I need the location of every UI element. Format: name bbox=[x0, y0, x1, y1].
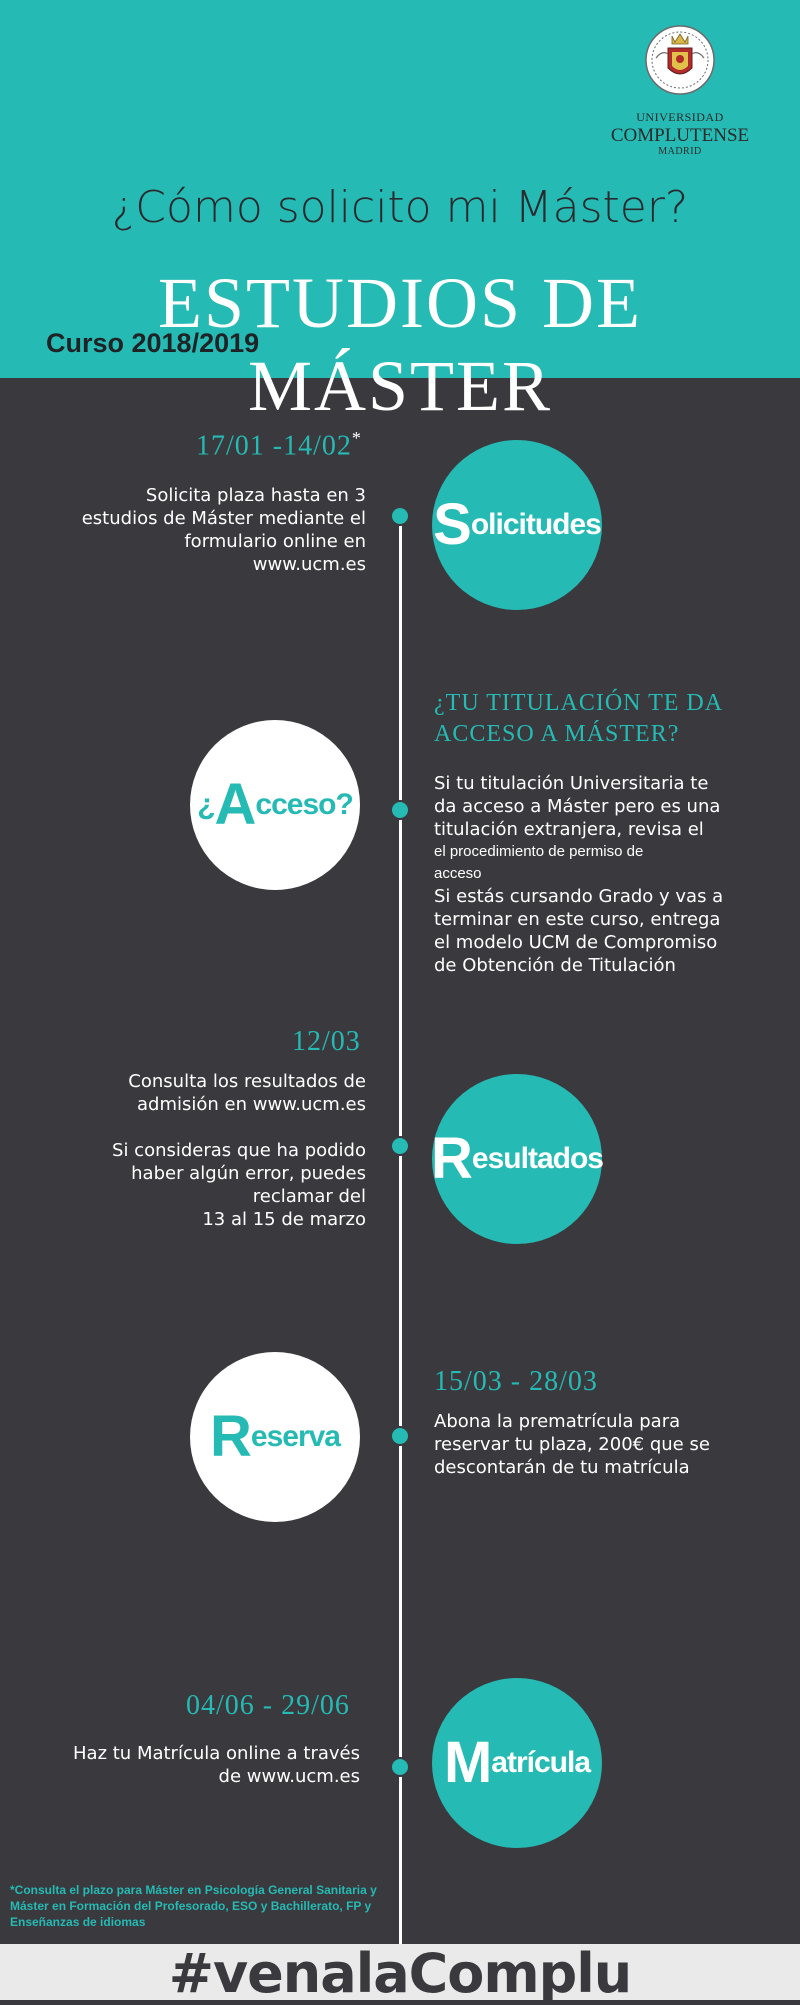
text-line: www.ucm.es bbox=[252, 554, 366, 575]
circle-word: esultados bbox=[471, 1142, 603, 1175]
text-line: reclamar del bbox=[252, 1186, 366, 1207]
header-question: ¿Cómo solicito mi Máster? bbox=[111, 182, 689, 233]
solicitudes-date-text: 17/01 -14/02 bbox=[196, 430, 352, 462]
text-line: da acceso a Máster pero es una bbox=[434, 796, 721, 817]
text-line: Haz tu Matrícula online a través bbox=[73, 1743, 360, 1764]
text-line: de Obtención de Titulación bbox=[434, 955, 676, 976]
heading-line: ACCESO A MÁSTER? bbox=[434, 721, 680, 747]
resultados-text-1 bbox=[40, 1070, 366, 1116]
circle-initial: A bbox=[214, 772, 256, 837]
text-line: terminar en este curso, entrega bbox=[434, 909, 721, 930]
text-line: estudios de Máster mediante el bbox=[81, 508, 366, 529]
asterisk: * bbox=[351, 428, 362, 448]
text-line: Si consideras que ha podido bbox=[112, 1140, 366, 1161]
text-line: Abona la prematrícula para bbox=[434, 1411, 681, 1432]
hashtag: #venalaComplu bbox=[168, 1942, 632, 2005]
circle-word: olicitudes bbox=[470, 508, 601, 541]
acceso-circle bbox=[190, 720, 360, 890]
circle-prefix: ¿ bbox=[197, 788, 215, 821]
logo-university-text: UNIVERSIDAD bbox=[636, 110, 724, 124]
permission-procedure-link[interactable]: el procedimiento de permiso de bbox=[434, 843, 644, 860]
university-logo bbox=[600, 20, 760, 157]
solicitudes-circle bbox=[432, 440, 602, 610]
university-seal-icon bbox=[642, 20, 718, 104]
header bbox=[0, 0, 800, 426]
resultados-text-2 bbox=[40, 1139, 366, 1231]
text-line: titulación extranjera, revisa el bbox=[434, 819, 704, 840]
circle-word: atrícula bbox=[491, 1746, 591, 1779]
reserva-circle bbox=[190, 1352, 360, 1522]
course-label: Curso 2018/2019 bbox=[46, 328, 260, 358]
text-line: Si tu titulación Universitaria te bbox=[434, 773, 709, 794]
circle-initial: M bbox=[443, 1730, 492, 1795]
text-line: Consulta los resultados de bbox=[128, 1071, 366, 1092]
logo-madrid-text: MADRID bbox=[658, 146, 702, 157]
footnote: *Consulta el plazo para Máster en Psicología General Sanitaria y Máster en Formación del Profesorado, ESO y Bachillerato, FP y Enseñanzas de idiomas bbox=[10, 1883, 377, 1929]
text-line: acceso bbox=[434, 865, 482, 882]
matricula-date: 04/06 - 29/06 bbox=[186, 1690, 350, 1721]
text-line: 13 al 15 de marzo bbox=[202, 1209, 366, 1230]
acceso-heading bbox=[434, 688, 764, 750]
solicitudes-text bbox=[40, 484, 366, 576]
reserva-text bbox=[434, 1410, 774, 1479]
acceso-text bbox=[434, 772, 774, 977]
resultados-date: 12/03 bbox=[292, 1026, 361, 1057]
heading-line: ¿TU TITULACIÓN TE DA bbox=[434, 690, 724, 716]
footer bbox=[0, 1942, 800, 2005]
circle-initial: S bbox=[433, 492, 471, 557]
circle-initial: R bbox=[210, 1404, 251, 1469]
text-line: admisión en www.ucm.es bbox=[137, 1094, 366, 1115]
text-line: reservar tu plaza, 200€ que se bbox=[434, 1434, 710, 1455]
text-line: descontarán de tu matrícula bbox=[434, 1457, 690, 1478]
text-line: Si estás cursando Grado y vas a bbox=[434, 886, 724, 907]
text-line: haber algún error, puedes bbox=[131, 1163, 366, 1184]
solicitudes-date bbox=[196, 428, 362, 462]
text-line: de www.ucm.es bbox=[218, 1766, 360, 1787]
matricula-circle bbox=[432, 1678, 602, 1848]
timeline-dot bbox=[390, 1426, 410, 1446]
circle-word: eserva bbox=[250, 1420, 340, 1453]
text-line: el modelo UCM de Compromiso bbox=[434, 932, 718, 953]
matricula-text bbox=[40, 1742, 360, 1788]
timeline-dot bbox=[390, 506, 410, 526]
timeline-dot bbox=[390, 1757, 410, 1777]
timeline-dot bbox=[390, 1136, 410, 1156]
circle-word: cceso? bbox=[255, 788, 353, 821]
timeline-dot bbox=[390, 800, 410, 820]
page-title: ESTUDIOS DE MÁSTER bbox=[158, 263, 642, 426]
text-line: Solicita plaza hasta en 3 bbox=[145, 485, 366, 506]
logo-complutense-text: COMPLUTENSE bbox=[610, 125, 750, 146]
circle-initial: R bbox=[431, 1126, 472, 1191]
text-line: formulario online en bbox=[184, 531, 366, 552]
resultados-circle bbox=[432, 1074, 602, 1244]
reserva-date: 15/03 - 28/03 bbox=[434, 1366, 598, 1397]
